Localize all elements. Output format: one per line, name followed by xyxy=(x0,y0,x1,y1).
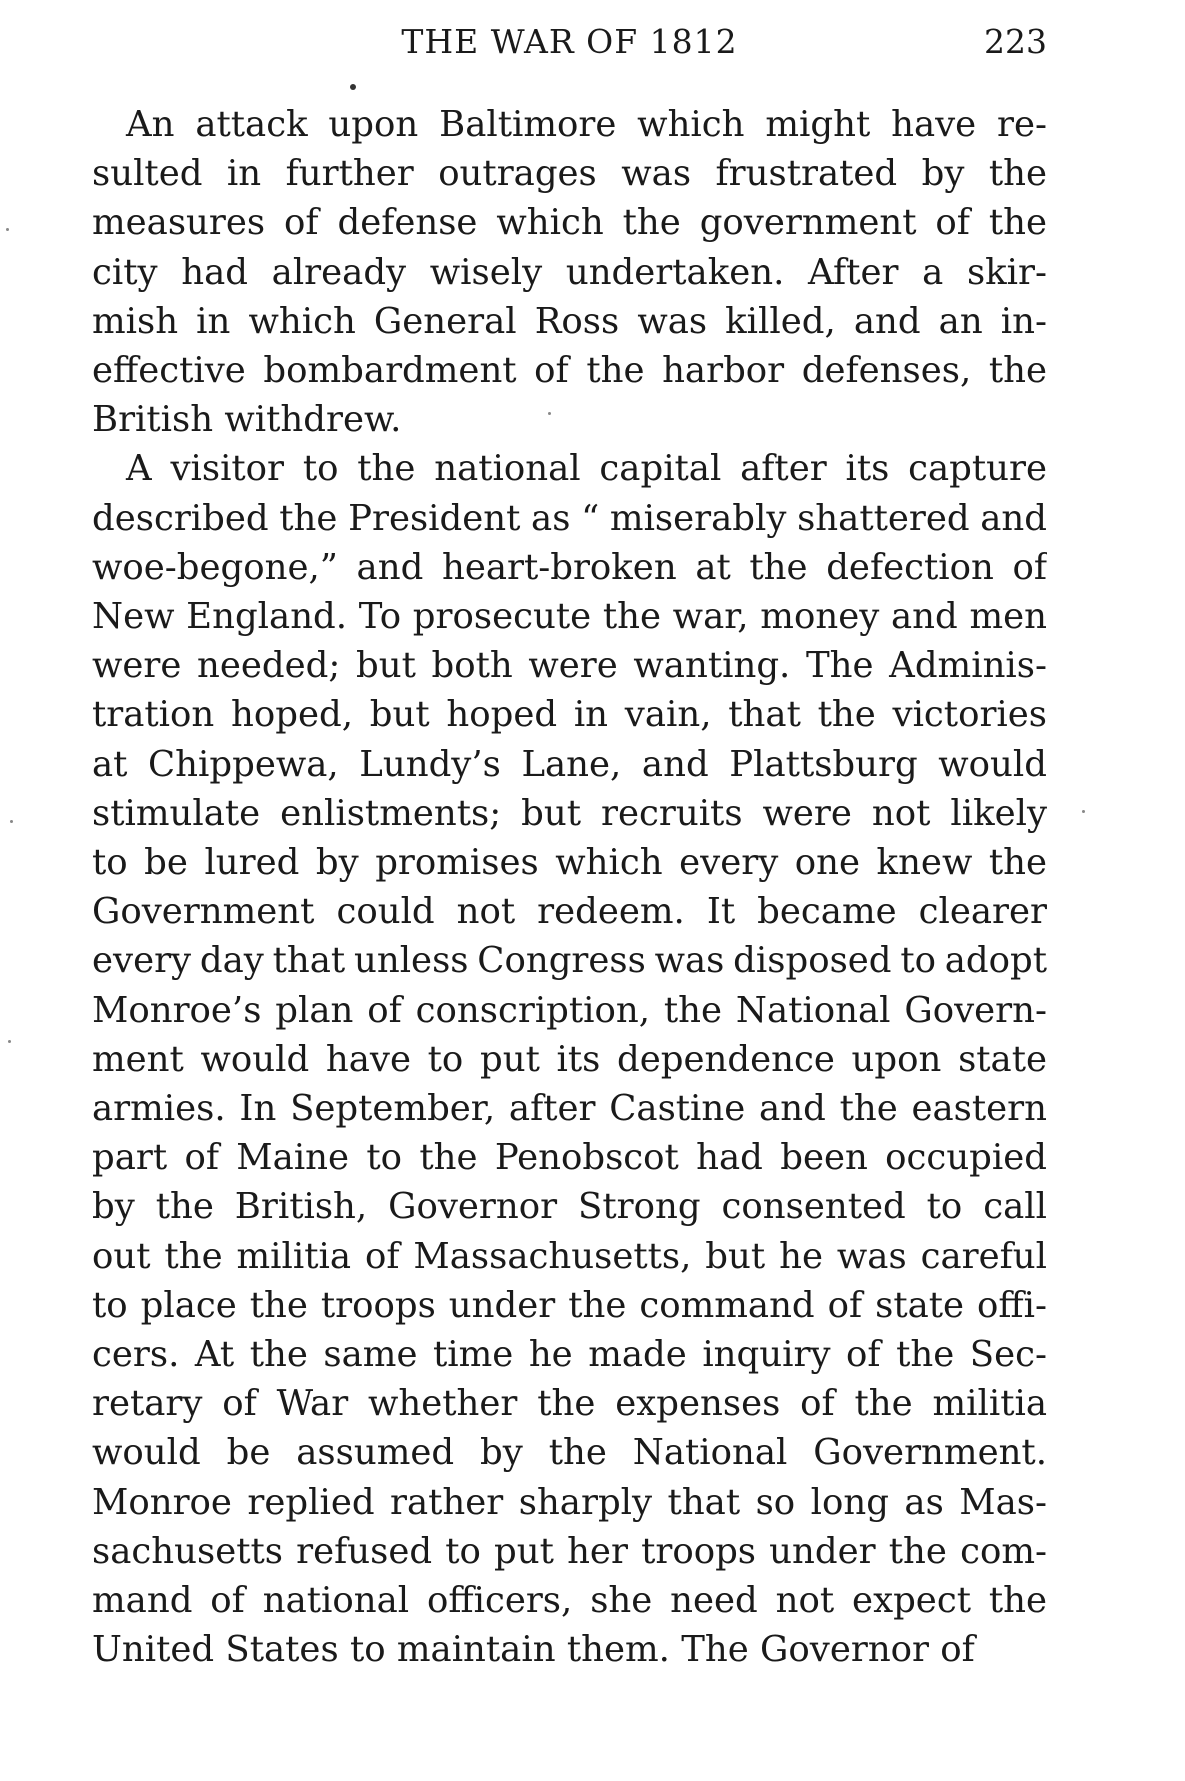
text-line: woe-begone,” and heart-broken at the defection of xyxy=(92,546,1047,588)
text-line: city had already wisely undertaken. After a skir- xyxy=(92,251,1047,293)
body-text xyxy=(92,100,1047,1675)
text-line: by the British, Governor Strong consented to call xyxy=(92,1186,1047,1228)
text-line: measures of defense which the government of the xyxy=(92,202,1047,244)
text-line: Monroe replied rather sharply that so long as Mas- xyxy=(92,1481,1047,1523)
text-line: to place the troops under the command of state offi- xyxy=(92,1284,1047,1326)
text-line: British withdrew. xyxy=(92,399,402,441)
text-line: armies. In September, after Castine and the eastern xyxy=(92,1088,1047,1130)
running-title: THE WAR OF 1812 xyxy=(401,22,738,61)
text-line: A visitor to the national capital after its capture xyxy=(126,448,1047,490)
text-line: stimulate enlistments; but recruits were not likely xyxy=(92,792,1047,834)
text-line: sulted in further outrages was frustrated by the xyxy=(92,153,1047,195)
scan-speck xyxy=(6,228,9,231)
paragraph-1 xyxy=(92,100,1047,444)
text-line: sachusetts refused to put her troops under the com- xyxy=(92,1530,1047,1572)
text-line: An attack upon Baltimore which might have re- xyxy=(126,104,1047,145)
text-line: to be lured by promises which every one knew the xyxy=(92,842,1047,884)
text-line: part of Maine to the Penobscot had been occupied xyxy=(92,1137,1047,1179)
text-line: Government could not redeem. It became clearer xyxy=(92,891,1047,933)
text-line: every day that unless Congress was disposed to adopt xyxy=(92,940,1047,982)
paragraph-2 xyxy=(92,444,1047,1674)
text-line: at Chippewa, Lundy’s Lane, and Plattsburg would xyxy=(92,743,1047,785)
text-line: cers. At the same time he made inquiry of the Sec- xyxy=(92,1334,1047,1376)
scan-speck xyxy=(1082,810,1085,813)
text-line: ment would have to put its dependence upon state xyxy=(92,1038,1047,1080)
text-line: Monroe’s plan of conscription, the National Govern- xyxy=(92,989,1047,1031)
text-line: out the militia of Massachusetts, but he was careful xyxy=(92,1235,1047,1277)
text-line: described the President as “ miserably shattered and xyxy=(92,497,1047,539)
running-head xyxy=(92,22,1047,82)
text-line: retary of War whether the expenses of the militia xyxy=(92,1383,1047,1425)
ink-speck xyxy=(350,84,356,90)
text-line: mand of national officers, she need not expect the xyxy=(92,1580,1047,1622)
page-number: 223 xyxy=(984,22,1047,61)
text-line: effective bombardment of the harbor defenses, the xyxy=(92,350,1047,392)
text-line: New England. To prosecute the war, money and men xyxy=(92,596,1047,638)
text-line: were needed; but both were wanting. The Adminis- xyxy=(92,645,1047,687)
text-line: would be assumed by the National Government. xyxy=(92,1432,1047,1474)
text-line: United States to maintain them. The Governor of xyxy=(92,1629,975,1671)
text-line: mish in which General Ross was killed, and an in- xyxy=(92,300,1047,342)
text-line: tration hoped, but hoped in vain, that the victories xyxy=(92,694,1047,736)
scan-speck xyxy=(8,1040,11,1043)
scan-speck xyxy=(10,820,13,823)
